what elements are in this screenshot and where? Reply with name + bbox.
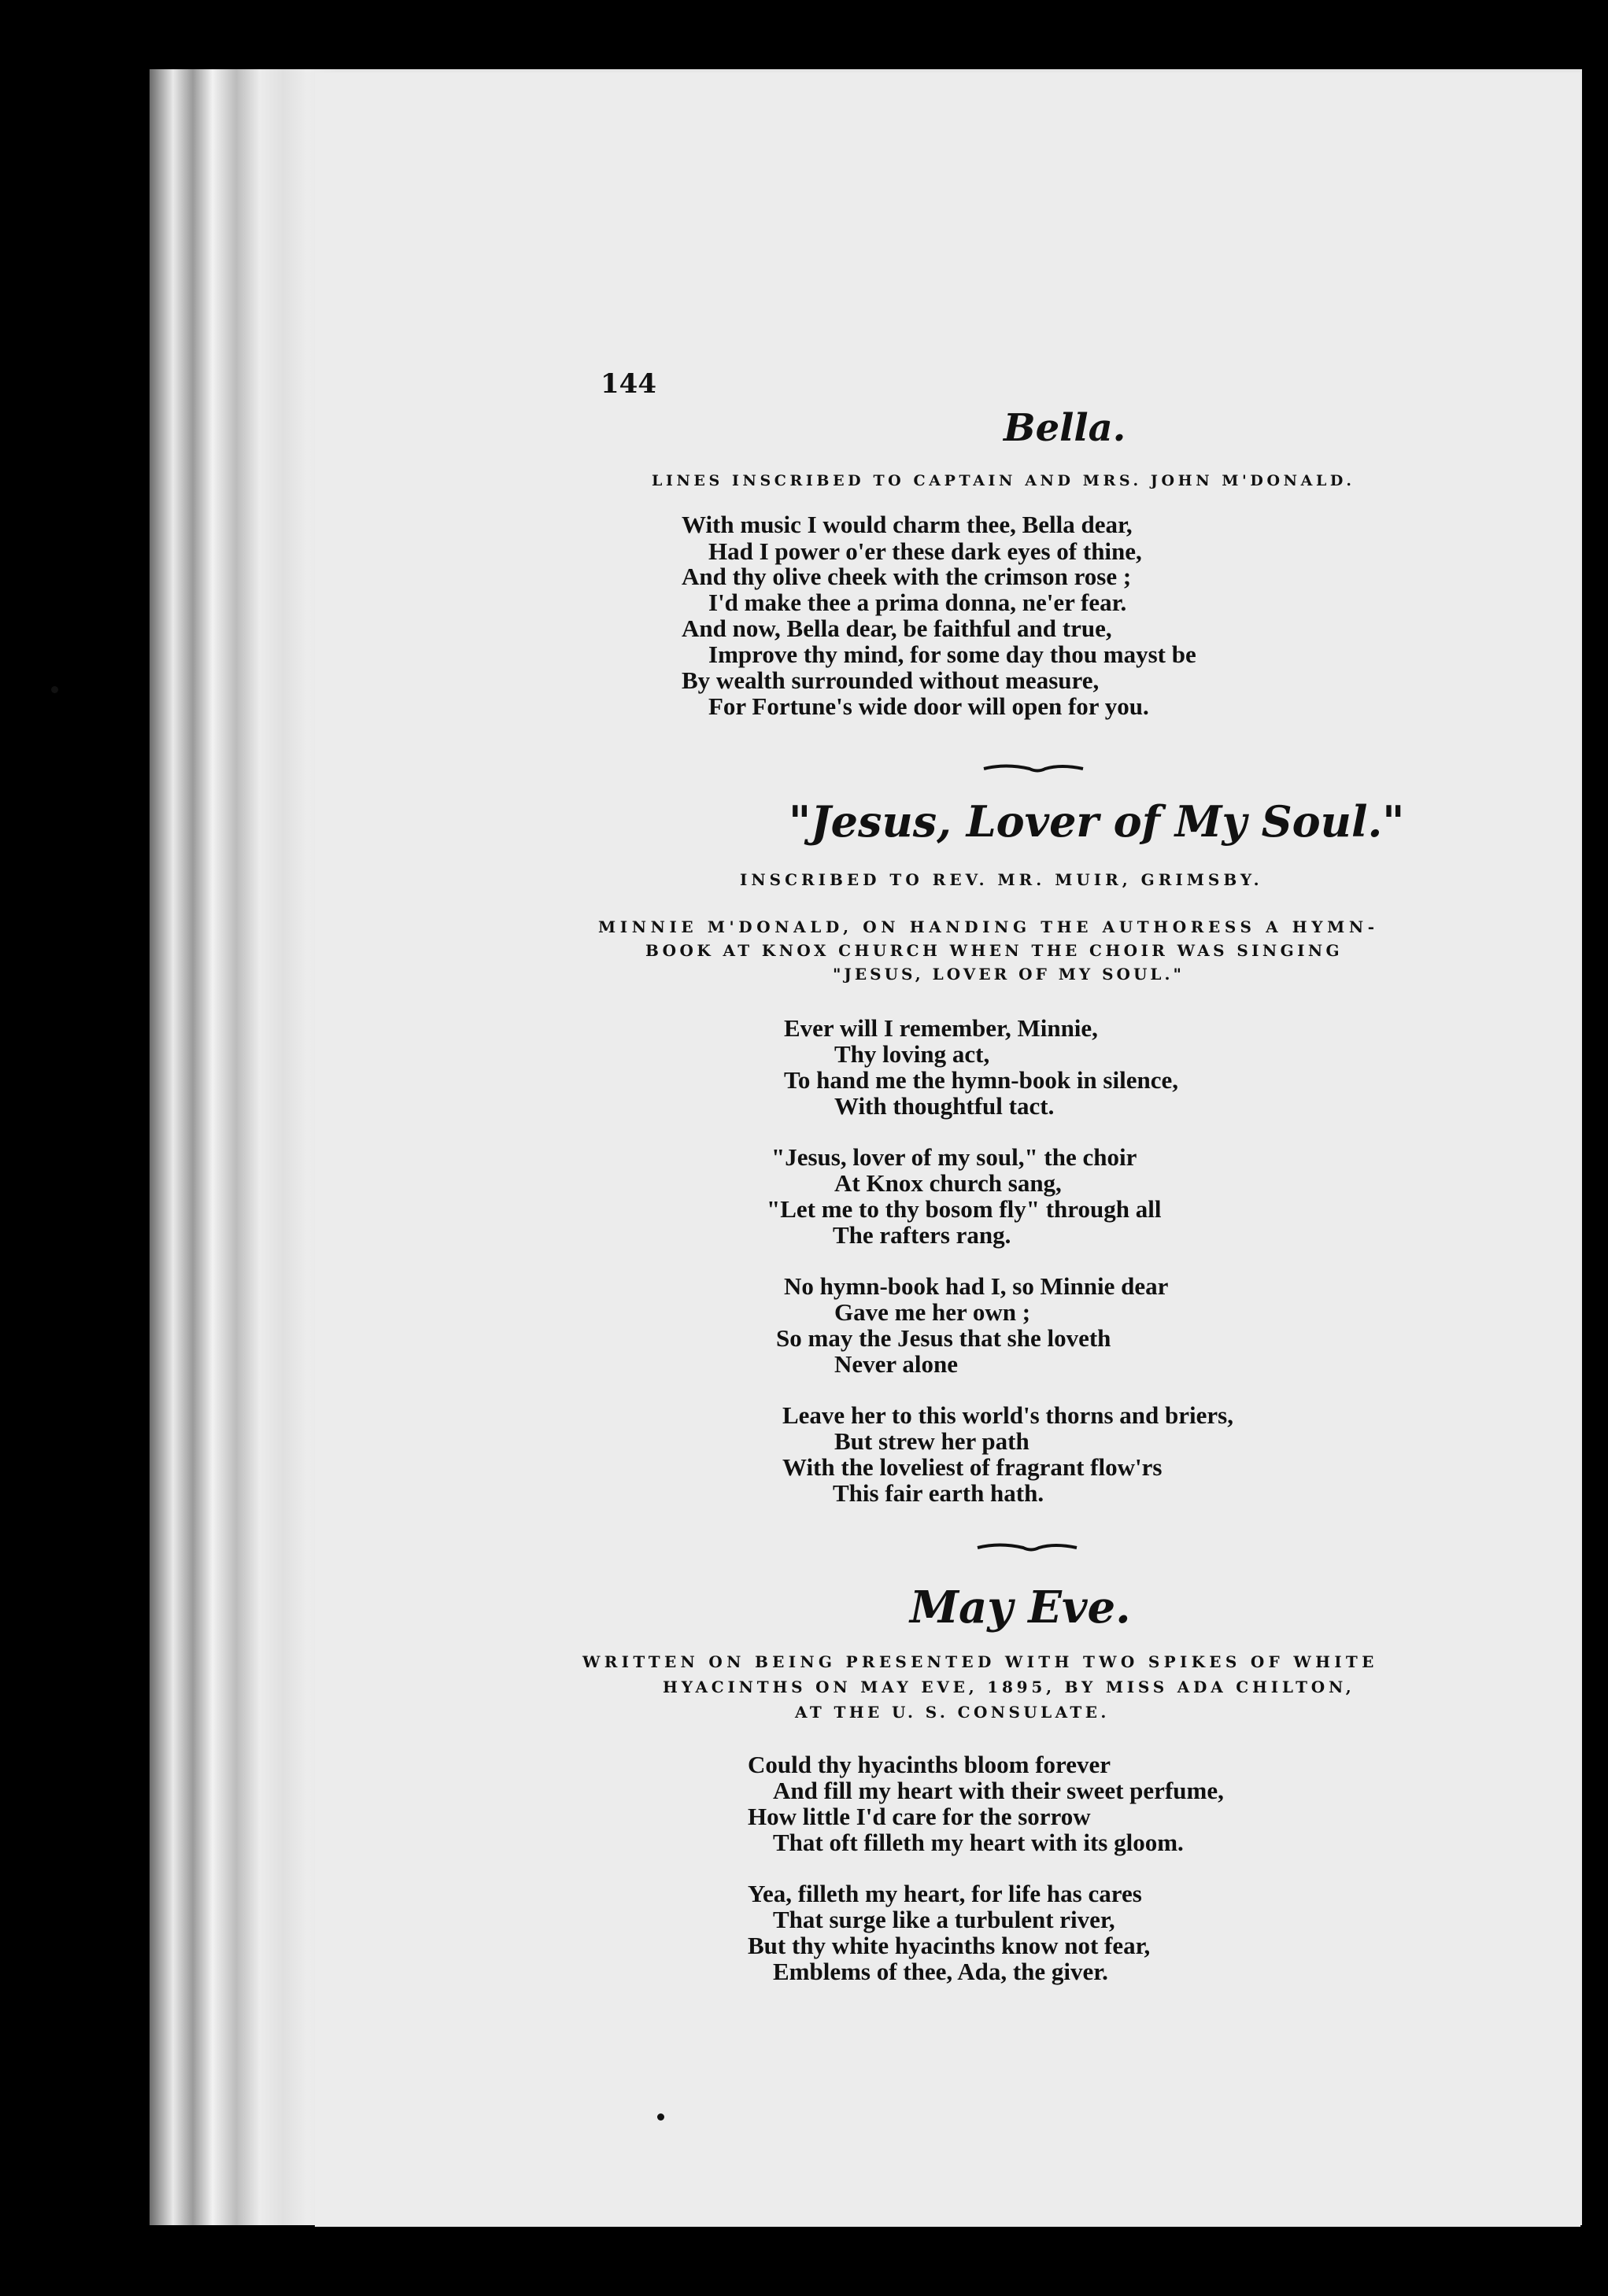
verse-line: Yea, filleth my heart, for life has cares: [748, 1880, 1142, 1907]
verse-line: Could thy hyacinths bloom forever: [748, 1751, 1111, 1778]
poem-title-jesus-lover: "Jesus, Lover of My Soul.": [789, 796, 1405, 847]
verse-line: Ever will I remember, Minnie,: [784, 1014, 1098, 1042]
poem-dedication: INSCRIBED TO REV. MR. MUIR, GRIMSBY.: [740, 870, 1263, 889]
verse-line: "Jesus, lover of my soul," the choir: [771, 1143, 1137, 1171]
poem-title-may-eve: May Eve.: [910, 1582, 1131, 1633]
verse-line: But thy white hyacinths know not fear,: [748, 1932, 1151, 1959]
poem-dedication: MINNIE M'DONALD, ON HANDING THE AUTHORESS A HYMN-: [598, 917, 1379, 936]
verse-line: And thy olive cheek with the crimson rose ;: [682, 563, 1132, 590]
poem-dedication: AT THE U. S. CONSULATE.: [795, 1703, 1110, 1722]
verse-line: With the loveliest of fragrant flow'rs: [782, 1453, 1163, 1481]
page-number: 144: [601, 368, 656, 400]
poem-dedication: HYACINTHS ON MAY EVE, 1895, BY MISS ADA CHILTON,: [663, 1678, 1355, 1696]
verse-line: By wealth surrounded without measure,: [682, 666, 1100, 694]
verse-line: Improve thy mind, for some day thou mayst be: [708, 640, 1196, 668]
verse-line: Never alone: [834, 1350, 958, 1378]
verse-line: The rafters rang.: [833, 1221, 1011, 1249]
verse-line: To hand me the hymn-book in silence,: [784, 1066, 1178, 1094]
ornament-divider: [982, 762, 1085, 776]
verse-line: Thy loving act,: [834, 1040, 990, 1068]
poem-title-bella: Bella.: [1004, 406, 1126, 450]
verse-line: I'd make thee a prima donna, ne'er fear.: [708, 589, 1127, 616]
verse-line: With thoughtful tact.: [834, 1092, 1055, 1120]
verse-line: "Let me to thy bosom fly" through all: [767, 1195, 1162, 1223]
verse-line: But strew her path: [834, 1427, 1029, 1455]
poem-dedication: "JESUS, LOVER OF MY SOUL.": [833, 965, 1185, 984]
verse-line: That surge like a turbulent river,: [773, 1906, 1115, 1933]
verse-line: Had I power o'er these dark eyes of thine,: [708, 537, 1142, 565]
verse-line: For Fortune's wide door will open for you.: [708, 692, 1149, 720]
verse-line: Leave her to this world's thorns and briers,: [782, 1401, 1233, 1429]
verse-line: Emblems of thee, Ada, the giver.: [773, 1958, 1108, 1985]
verse-line: That oft filleth my heart with its gloom.: [773, 1829, 1184, 1856]
verse-line: So may the Jesus that she loveth: [776, 1324, 1111, 1352]
verse-line: And now, Bella dear, be faithful and true,: [682, 615, 1112, 642]
speck-mark: [51, 686, 58, 693]
verse-line: This fair earth hath.: [833, 1479, 1044, 1507]
poem-dedication: WRITTEN ON BEING PRESENTED WITH TWO SPIKES OF WHITE: [582, 1652, 1378, 1671]
verse-line: How little I'd care for the sorrow: [748, 1803, 1091, 1830]
verse-line: No hymn-book had I, so Minnie dear: [784, 1272, 1169, 1300]
ornament-divider: [976, 1541, 1078, 1555]
speck-mark: [657, 2113, 664, 2121]
poem-dedication: LINES INSCRIBED TO CAPTAIN AND MRS. JOHN M'DONALD.: [652, 472, 1355, 489]
poem-dedication: BOOK AT KNOX CHURCH WHEN THE CHOIR WAS SINGING: [645, 941, 1343, 960]
verse-line: Gave me her own ;: [834, 1298, 1031, 1326]
verse-line: At Knox church sang,: [834, 1169, 1062, 1197]
verse-line: With music I would charm thee, Bella dear,: [682, 511, 1133, 538]
verse-line: And fill my heart with their sweet perfume,: [773, 1777, 1224, 1804]
